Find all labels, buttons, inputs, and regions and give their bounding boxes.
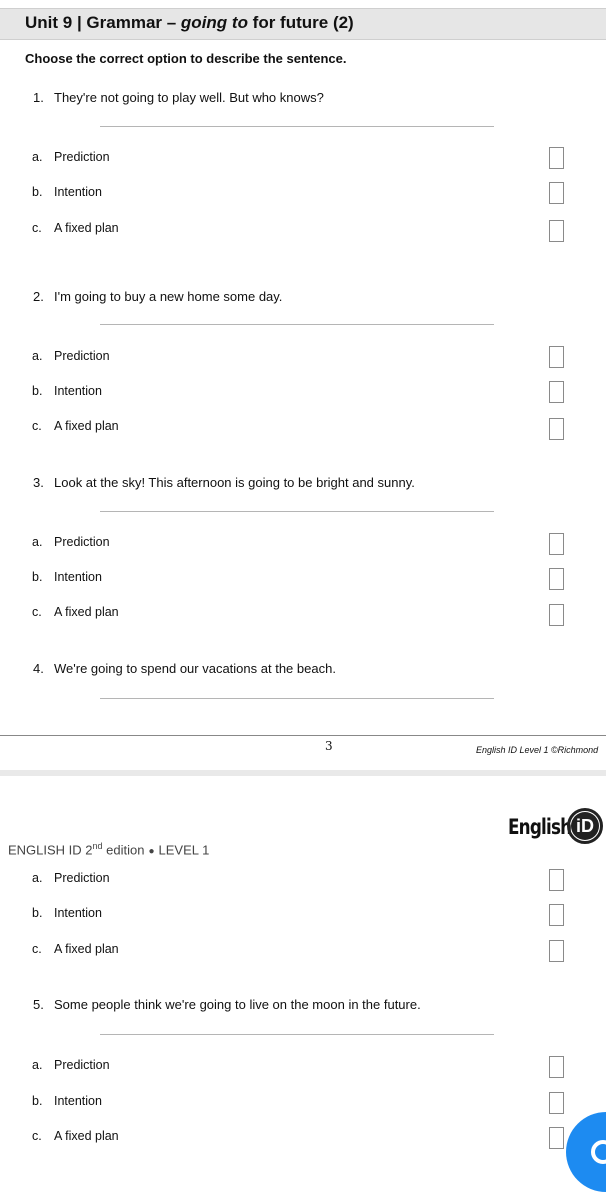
title-suffix: for future (2): [247, 13, 354, 32]
bullet-icon: ●: [148, 846, 155, 858]
question-5: [33, 997, 421, 1012]
english-id-logo-text: English: [508, 815, 572, 839]
option-letter: a.: [32, 1058, 43, 1072]
option-2b: [32, 384, 102, 398]
checkbox-4a[interactable]: [549, 869, 564, 891]
option-1b: [32, 185, 102, 199]
question-text: They're not going to play well. But who knows?: [54, 90, 324, 105]
option-4c: [32, 942, 119, 956]
checkbox-3b[interactable]: [549, 568, 564, 590]
option-label: Intention: [54, 1094, 102, 1108]
edition-label: [8, 841, 209, 857]
question-2: [33, 289, 282, 304]
option-label: Intention: [54, 570, 102, 584]
option-letter: a.: [32, 150, 43, 164]
checkbox-5a[interactable]: [549, 1056, 564, 1078]
option-letter: a.: [32, 349, 43, 363]
option-label: A fixed plan: [54, 419, 119, 433]
question-number: 2.: [33, 289, 44, 304]
option-label: Prediction: [54, 535, 110, 549]
checkbox-2b[interactable]: [549, 381, 564, 403]
edition-sup: nd: [92, 841, 103, 851]
checkbox-3a[interactable]: [549, 533, 564, 555]
checkbox-1c[interactable]: [549, 220, 564, 242]
question-text: Look at the sky! This afternoon is going to be bright and sunny.: [54, 475, 415, 490]
answer-line-3[interactable]: [100, 511, 494, 512]
question-text: Some people think we're going to live on the moon in the future.: [54, 997, 421, 1012]
checkbox-5c[interactable]: [549, 1127, 564, 1149]
page-number: 3: [325, 739, 333, 753]
option-5b: [32, 1094, 102, 1108]
option-label: Intention: [54, 185, 102, 199]
option-2a: [32, 349, 110, 363]
option-label: Intention: [54, 906, 102, 920]
option-label: Prediction: [54, 871, 110, 885]
option-label: A fixed plan: [54, 221, 119, 235]
option-5a: [32, 1058, 110, 1072]
edition-prefix: ENGLISH ID 2: [8, 842, 93, 858]
option-letter: c.: [32, 942, 42, 956]
level-label: LEVEL 1: [158, 842, 210, 858]
option-label: Prediction: [54, 150, 110, 164]
title-prefix: Unit 9 | Grammar –: [25, 13, 181, 32]
option-letter: a.: [32, 535, 43, 549]
option-1c: [32, 221, 119, 235]
option-letter: b.: [32, 185, 43, 199]
answer-line-2[interactable]: [100, 324, 494, 325]
option-letter: b.: [32, 906, 43, 920]
question-number: 4.: [33, 661, 44, 676]
edition-suffix: edition: [102, 842, 145, 858]
option-4b: [32, 906, 102, 920]
option-letter: b.: [32, 1094, 43, 1108]
page-break: [0, 770, 606, 776]
question-text: We're going to spend our vacations at the beach.: [54, 661, 336, 676]
question-number: 1.: [33, 90, 44, 105]
option-label: Prediction: [54, 1058, 110, 1072]
option-label: A fixed plan: [54, 605, 119, 619]
option-label: Prediction: [54, 349, 110, 363]
checkbox-1b[interactable]: [549, 182, 564, 204]
instruction: Choose the correct option to describe the sentence.: [25, 51, 347, 66]
option-2c: [32, 419, 119, 433]
footer-divider: [0, 735, 606, 736]
checkbox-3c[interactable]: [549, 604, 564, 626]
footer-credit: English ID Level 1 ©Richmond: [476, 745, 599, 755]
question-4: [33, 661, 336, 676]
question-number: 3.: [33, 475, 44, 490]
page-title: [25, 13, 354, 33]
option-label: A fixed plan: [54, 942, 119, 956]
option-letter: c.: [32, 221, 42, 235]
option-letter: a.: [32, 871, 43, 885]
title-italic: going to: [180, 13, 248, 32]
option-5c: [32, 1129, 119, 1143]
option-4a: [32, 871, 110, 885]
option-label: Intention: [54, 384, 102, 398]
answer-line-1[interactable]: [100, 126, 494, 127]
logo-badge: iD: [571, 812, 599, 840]
question-number: 5.: [33, 997, 44, 1012]
option-3a: [32, 535, 110, 549]
checkbox-1a[interactable]: [549, 147, 564, 169]
option-1a: [32, 150, 110, 164]
checkbox-4c[interactable]: [549, 940, 564, 962]
option-3b: [32, 570, 102, 584]
option-letter: c.: [32, 605, 42, 619]
question-text: I'm going to buy a new home some day.: [54, 289, 283, 304]
checkbox-2a[interactable]: [549, 346, 564, 368]
answer-line-5[interactable]: [100, 1034, 494, 1035]
option-letter: b.: [32, 570, 43, 584]
option-letter: c.: [32, 1129, 42, 1143]
answer-line-4[interactable]: [100, 698, 494, 699]
question-3: [33, 475, 415, 490]
checkbox-4b[interactable]: [549, 904, 564, 926]
option-label: A fixed plan: [54, 1129, 119, 1143]
checkbox-2c[interactable]: [549, 418, 564, 440]
question-1: [33, 90, 324, 105]
option-letter: b.: [32, 384, 43, 398]
option-3c: [32, 605, 119, 619]
checkbox-5b[interactable]: [549, 1092, 564, 1114]
option-letter: c.: [32, 419, 42, 433]
